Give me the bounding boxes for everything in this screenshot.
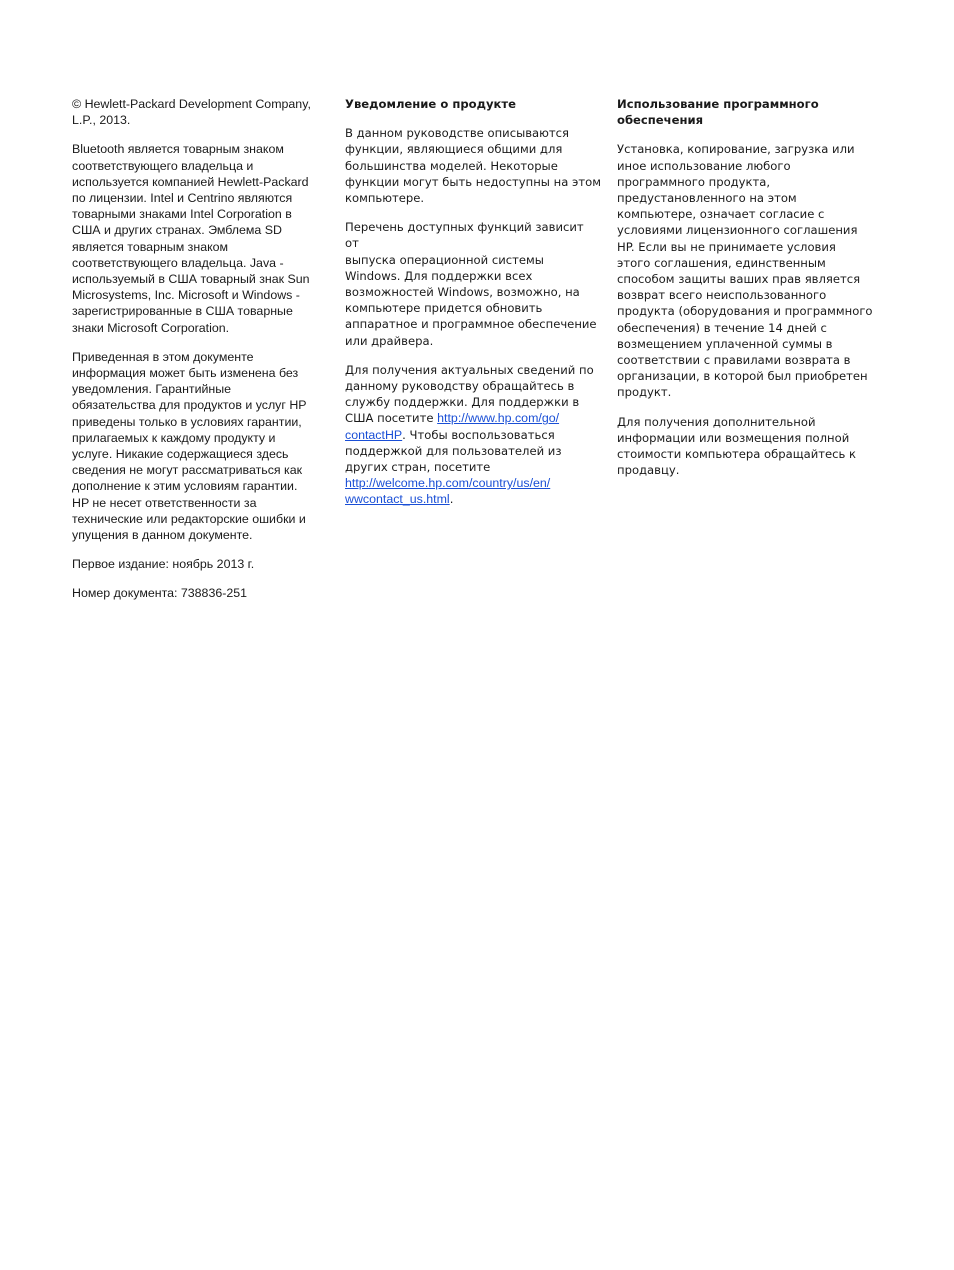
product-notice-paragraph-1: В данном руководстве описываются функции, являющиеся общими для большинства моделей. Некоторые функции могут быть недоступны на этом компьютере. [345,126,601,206]
software-terms-paragraph-2: Для получения дополнительной информации или возмещения полной стоимости компьютера обращайтесь к продавцу. [617,414,857,478]
software-terms-column [617,96,873,491]
trademarks-paragraph: Bluetooth является товарным знаком соответствующего владельца и используется компанией Hewlett-Packard по лицензии. Intel и Centrino являются товарными знаками Intel Corporation в США и других странах. Эмблема SD является товарным знаком соответствующего владельца. Java - используемый в США товарный знак Sun Microsystems, Inc. Microsoft и Windows - зарегистрированные в США товарные знаки Microsoft Corporation. [72,142,310,335]
edition-line: Первое издание: ноябрь 2013 г. [72,557,255,572]
wwcontact-link[interactable]: http://welcome.hp.com/country/us/en/ wwcontact_us.html [345,476,551,507]
support-text-a: Для получения актуальных сведений по данному руководству обращайтесь в службу поддержки. Для поддержки в США посетите [345,362,594,426]
support-text-b: . Чтобы воспользоваться поддержкой для пользователей из других стран, посетите [345,427,562,475]
software-terms-paragraph-1: Установка, копирование, загрузка или иное использование любого программного продукта, предустановленного на этом компьютере, означает согласие с условиями лицензионного соглашения HP. Если вы не принимаете условия этого соглашения, единственным способом защиты ваших прав является возврат всего неиспользованного продукта (оборудования и программного обеспечения) в течение 14 дней с возмещением уплаченной суммы в соответствии с правилами возврата в организации, в которой был приобретен продукт. [617,142,873,400]
document-number: Номер документа: 738836-251 [72,586,248,601]
product-notice-paragraph-3 [345,362,601,508]
product-notice-heading: Уведомление о продукте [345,97,516,111]
support-text-c: . [449,492,454,507]
contact-hp-link[interactable]: http://www.hp.com/go/ contactHP [345,411,560,442]
software-terms-heading: Использование программного обеспечения [617,97,819,128]
product-notice-paragraph-2: Перечень доступных функций зависит от выпуска операционной системы Windows. Для поддержки всех возможностей Windows, возможно, на компьютере придется обновить аппаратное и программное обеспечение или драйвера. [345,220,597,348]
product-notice-column [345,96,601,521]
legal-column [72,96,330,615]
copyright-notice: © Hewlett-Packard Development Company, L.P., 2013. [72,97,311,128]
disclaimer-paragraph: Приведенная в этом документе информация может быть изменена без уведомления. Гарантийные обязательства для продуктов и услуг HP приведены только в условиях гарантии, прилагаемых к каждому продукту и услуге. Никакие содержащиеся здесь сведения не могут рассматриваться как дополнение к этим условиям гарантии. HP не несет ответственности за технические или редакторские ошибки и упущения в данном документе. [72,349,307,543]
